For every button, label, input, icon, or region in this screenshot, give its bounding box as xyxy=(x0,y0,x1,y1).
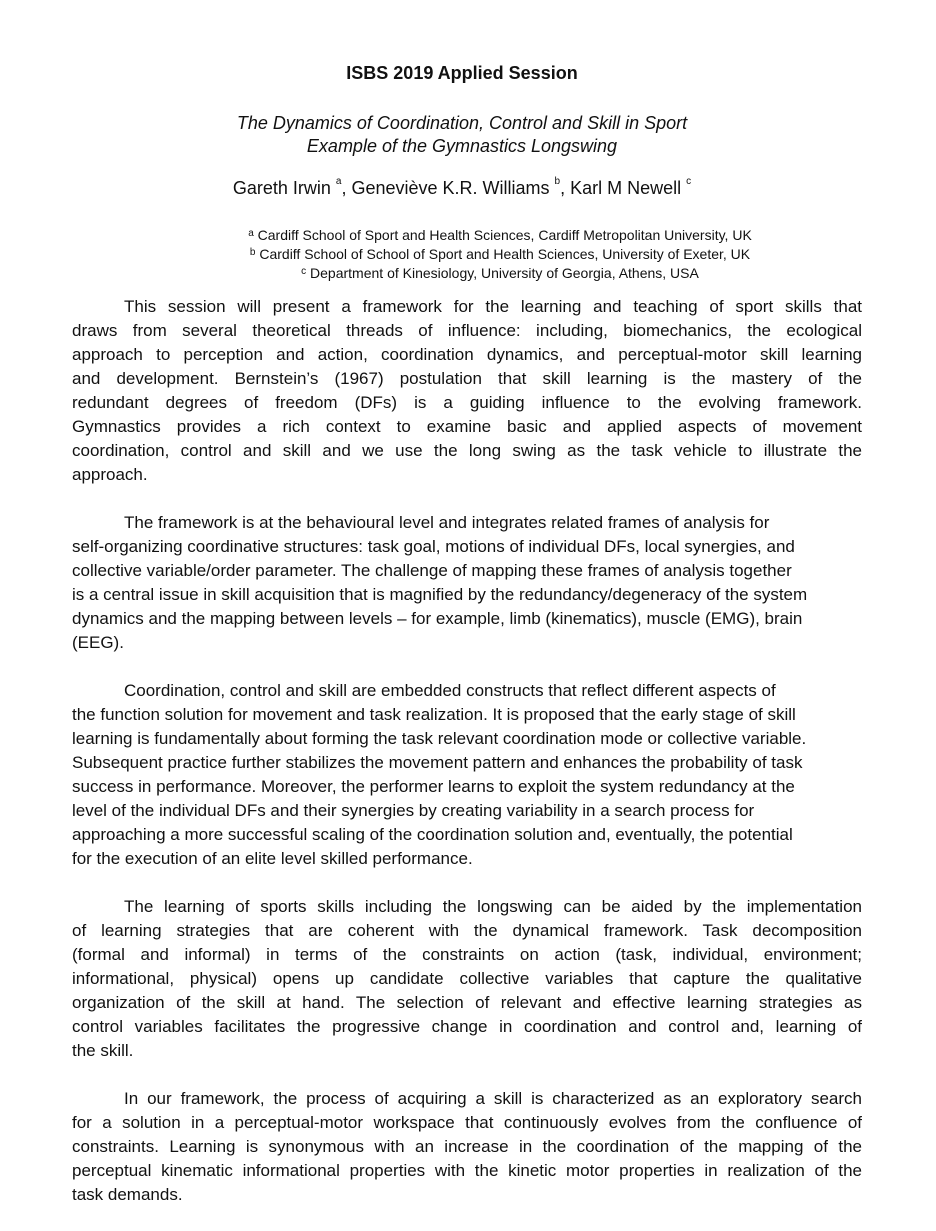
affiliation-marker: b xyxy=(249,247,256,258)
body-paragraph xyxy=(72,1087,862,1207)
text-line: The learning of sports skills including the longswing can be aided by the implementation xyxy=(124,897,862,916)
text-line: redundant degrees of freedom (DFs) is a guiding influence to the evolving framework. xyxy=(72,393,862,412)
text-line: task demands. xyxy=(72,1185,183,1204)
text-line: informational, physical) opens up candidate collective variables that capture the qualitative xyxy=(72,969,862,988)
text-line: Gymnastics provides a rich context to examine basic and applied aspects of movement xyxy=(72,417,862,436)
text-line: approach. xyxy=(72,465,148,484)
author-affiliation-marker: c xyxy=(686,176,692,187)
author-name: Karl M Newell xyxy=(570,178,682,198)
text-line: organization of the skill at hand. The selection of relevant and effective learning strategies as xyxy=(72,993,862,1012)
text-line: for a solution in a perceptual-motor workspace that continuously evolves from the confluence of xyxy=(72,1113,862,1132)
author-list: Gareth Irwin $^a$, Geneviève K.R. Williams $^b$, Karl M Newell $^c$ xyxy=(232,176,692,198)
text-line: Coordination, control and skill are embedded constructs that reflect different aspects of xyxy=(124,681,776,700)
text-line: for the execution of an elite level skilled performance. xyxy=(72,849,473,868)
author-name: Gareth Irwin xyxy=(232,178,331,198)
affiliation-text: Department of Kinesiology, University of Georgia, Athens, USA xyxy=(310,265,699,281)
text-line: (EEG). xyxy=(72,633,124,652)
affiliation xyxy=(0,245,936,264)
body-paragraph xyxy=(72,295,862,487)
text-line: constraints. Learning is synonymous with an increase in the coordination of the mapping of the xyxy=(72,1137,862,1156)
text-line: is a central issue in skill acquisition that is magnified by the redundancy/degeneracy of the system xyxy=(72,585,808,604)
text-line: the skill. xyxy=(72,1041,134,1060)
body-paragraph xyxy=(72,511,862,655)
affiliation-text: Cardiff School of School of Sport and Health Sciences, University of Exeter, UK xyxy=(259,246,751,262)
affiliation xyxy=(0,226,936,245)
body-paragraph xyxy=(72,679,862,871)
author-affiliation-marker: a xyxy=(335,176,342,187)
text-line: (formal and informal) in terms of the constraints on action (task, individual, environment; xyxy=(72,945,862,964)
text-line: This session will present a framework for the learning and teaching of sport skills that xyxy=(124,297,862,316)
document-title: ISBS 2019 Applied Session xyxy=(346,63,578,83)
author-affiliation-marker: b xyxy=(554,176,561,187)
affiliation-marker: a xyxy=(248,228,254,239)
text-line: In our framework, the process of acquiring a skill is characterized as an exploratory search xyxy=(124,1089,862,1108)
text-line: control variables facilitates the progressive change in coordination and control and, learning of xyxy=(72,1017,862,1036)
text-line: dynamics and the mapping between levels – for example, limb (kinematics), muscle (EMG), brain xyxy=(72,609,803,628)
text-line: Subsequent practice further stabilizes the movement pattern and enhances the probability of task xyxy=(72,753,803,772)
text-line: collective variable/order parameter. The challenge of mapping these frames of analysis together xyxy=(72,561,792,580)
paper-title-line-1: The Dynamics of Coordination, Control and Skill in Sport xyxy=(236,113,688,133)
text-line: of learning strategies that are coherent with the dynamical framework. Task decomposition xyxy=(72,921,862,940)
affiliation xyxy=(0,264,936,283)
text-line: and development. Bernstein’s (1967) postulation that skill learning is the mastery of the xyxy=(72,369,862,388)
text-line: coordination, control and skill and we use the long swing as the task vehicle to illustrate the xyxy=(72,441,862,460)
affiliation-text: Cardiff School of Sport and Health Sciences, Cardiff Metropolitan University, UK xyxy=(257,227,752,243)
abstract-body xyxy=(72,295,862,1231)
author-name: Geneviève K.R. Williams xyxy=(351,178,550,198)
text-line: level of the individual DFs and their synergies by creating variability in a search process for xyxy=(72,801,755,820)
text-line: The framework is at the behavioural level and integrates related frames of analysis for xyxy=(124,513,770,532)
text-line: self-organizing coordinative structures: task goal, motions of individual DFs, local synergies, and xyxy=(72,537,795,556)
text-line: approach to perception and action, coordination dynamics, and perceptual-motor skill learning xyxy=(72,345,862,364)
affiliations xyxy=(0,226,936,283)
text-line: perceptual kinematic informational properties with the kinetic motor properties in realization of the xyxy=(72,1161,862,1180)
body-paragraph xyxy=(72,895,862,1063)
text-line: the function solution for movement and task realization. It is proposed that the early stage of skill xyxy=(72,705,796,724)
paper-title-line-2: Example of the Gymnastics Longswing xyxy=(306,136,618,156)
text-line: approaching a more successful scaling of the coordination solution and, eventually, the potential xyxy=(72,825,793,844)
text-line: learning is fundamentally about forming the task relevant coordination mode or collective variable. xyxy=(72,729,807,748)
affiliation-marker: c xyxy=(301,266,307,277)
text-line: draws from several theoretical threads of influence: including, biomechanics, the ecological xyxy=(72,321,862,340)
text-line: success in performance. Moreover, the performer learns to exploit the system redundancy at the xyxy=(72,777,795,796)
